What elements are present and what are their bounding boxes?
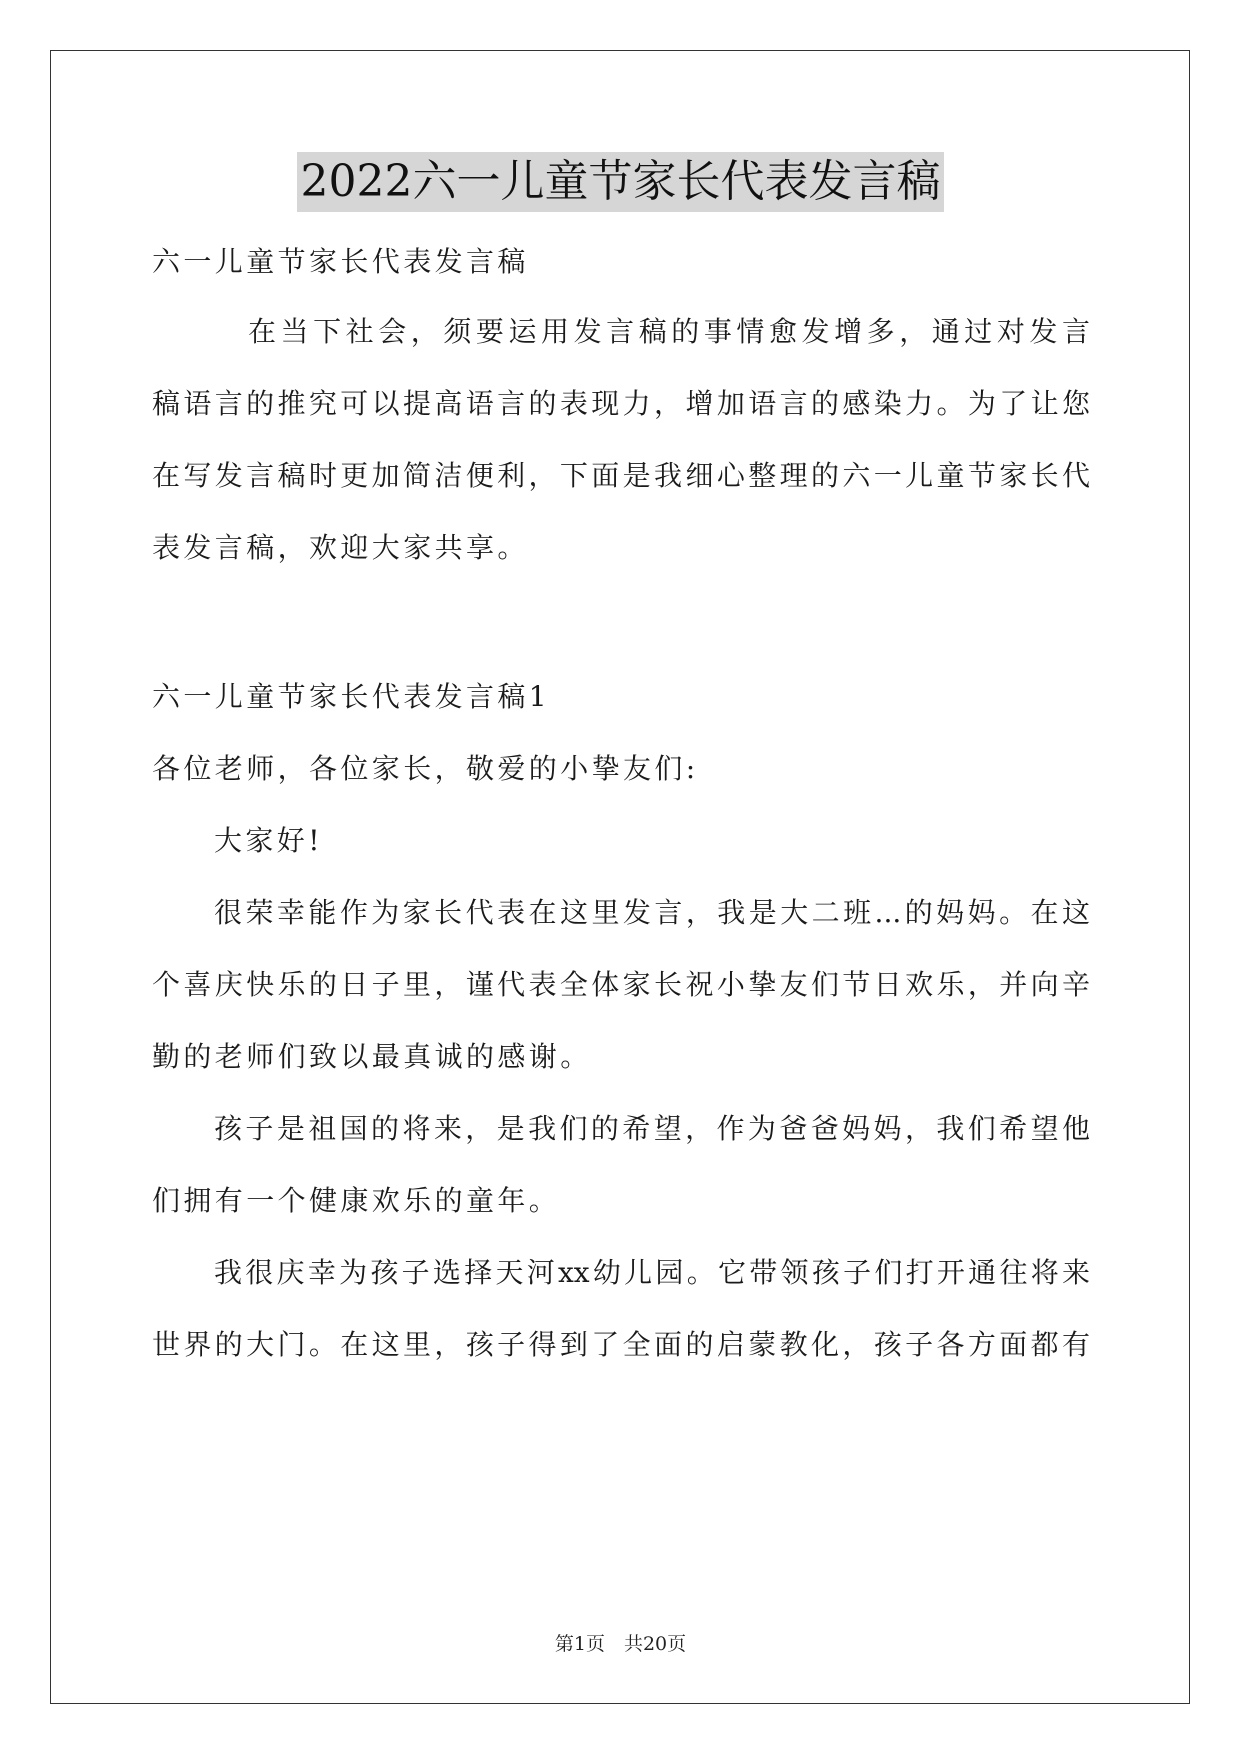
paragraph-line: 在写发言稿时更加简洁便利，下面是我细心整理的六一儿童节家长代 — [152, 459, 1090, 492]
paragraph-line: 世界的大门。在这里，孩子得到了全面的启蒙教化，孩子各方面都有 — [152, 1328, 1090, 1361]
paragraph-line: 个喜庆快乐的日子里，谨代表全体家长祝小挚友们节日欢乐，并向辛 — [152, 968, 1090, 1001]
document-title: 2022六一儿童节家长代表发言稿 — [297, 152, 945, 212]
title-wrapper — [0, 152, 1241, 212]
paragraph-line: 在当下社会，须要运用发言稿的事情愈发增多，通过对发言 — [248, 315, 1090, 348]
paragraph-line: 勤的老师们致以最真诚的感谢。 — [152, 1040, 592, 1073]
paragraph-line: 六一儿童节家长代表发言稿 — [152, 245, 529, 278]
paragraph-line: 表发言稿，欢迎大家共享。 — [152, 531, 529, 564]
paragraph-line: 很荣幸能作为家长代表在这里发言，我是大二班...的妈妈。在这 — [214, 896, 1090, 929]
paragraph-line: 我很庆幸为孩子选择天河xx幼儿园。它带领孩子们打开通往将来 — [214, 1256, 1090, 1289]
paragraph-line: 稿语言的推究可以提高语言的表现力，增加语言的感染力。为了让您 — [152, 387, 1090, 420]
paragraph-line: 孩子是祖国的将来，是我们的希望，作为爸爸妈妈，我们希望他 — [214, 1112, 1090, 1145]
section-heading: 六一儿童节家长代表发言稿1 — [152, 680, 551, 713]
page-footer: 第1页 共20页 — [554, 1633, 687, 1655]
paragraph-line: 们拥有一个健康欢乐的童年。 — [152, 1184, 561, 1217]
salutation-line: 各位老师，各位家长，敬爱的小挚友们: — [152, 752, 699, 785]
greeting-line: 大家好! — [214, 824, 323, 857]
page-border — [50, 50, 1190, 1704]
